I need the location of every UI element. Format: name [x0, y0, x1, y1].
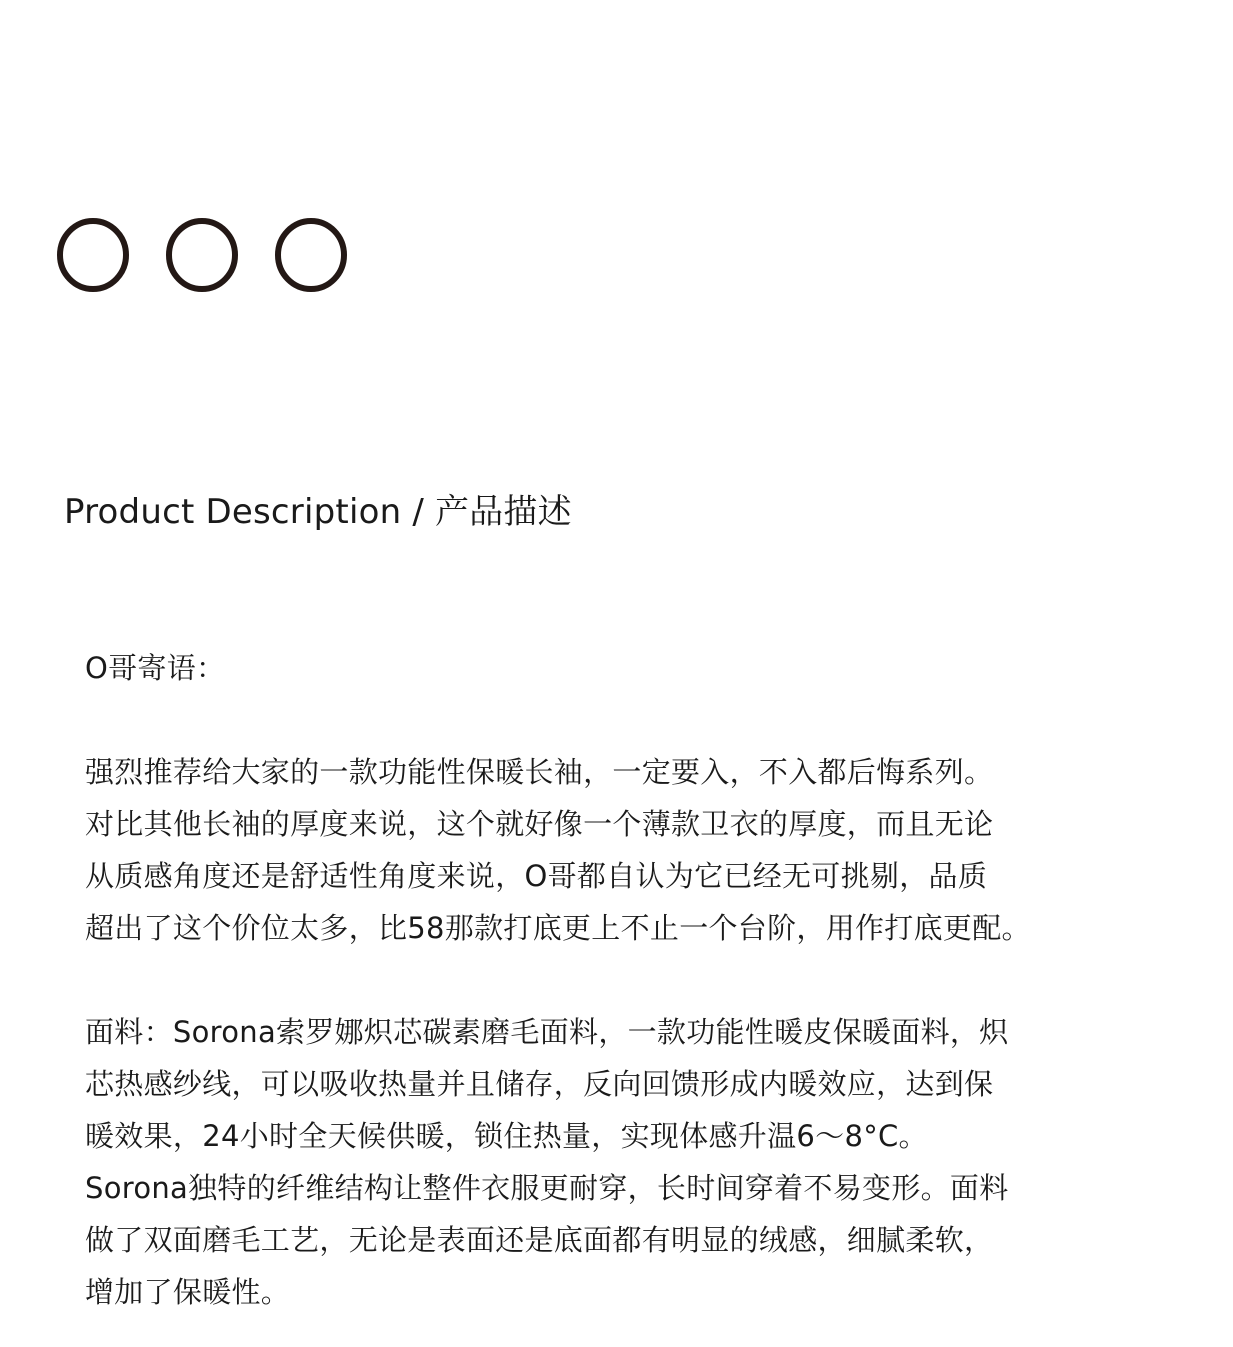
paragraph-line: 面料：Sorona索罗娜炽芯碳素磨毛面料，一款功能性暖皮保暖面料，炽: [85, 1015, 1009, 1049]
section-title: Product Description / 产品描述: [64, 492, 572, 532]
logo-circle-1: [60, 221, 126, 289]
paragraph-line: 增加了保暖性。: [85, 1275, 291, 1309]
paragraph-line: 暖效果，24小时全天候供暖，锁住热量，实现体感升温6～8°C。: [85, 1119, 928, 1153]
brand-logo: [56, 217, 356, 293]
paragraph-line: 做了双面磨毛工艺，无论是表面还是底面都有明显的绒感，细腻柔软，: [85, 1223, 994, 1257]
logo-circle-3: [278, 221, 344, 289]
description-body: [85, 642, 1205, 1318]
spacer: [85, 694, 1205, 746]
spacer: [85, 954, 1205, 1006]
ooo-logo-mark: [56, 217, 356, 293]
paragraph-line: Sorona独特的纤维结构让整件衣服更耐穿，长时间穿着不易变形。面料: [85, 1171, 1009, 1205]
paragraph-recommendation: [85, 746, 1205, 954]
paragraph-line: 从质感角度还是舒适性角度来说，O哥都自认为它已经无可挑剔，品质: [85, 859, 988, 893]
logo-circle-2: [169, 221, 235, 289]
paragraph-line: 超出了这个价位太多，比58那款打底更上不止一个台阶，用作打底更配。: [85, 911, 1031, 945]
paragraph-fabric: [85, 1006, 1205, 1318]
paragraph-line: 强烈推荐给大家的一款功能性保暖长袖，一定要入，不入都后悔系列。: [85, 755, 994, 789]
paragraph-line: 对比其他长袖的厚度来说，这个就好像一个薄款卫衣的厚度，而且无论: [85, 807, 994, 841]
paragraph-line: 芯热感纱线，可以吸收热量并且储存，反向回馈形成内暖效应，达到保: [85, 1067, 994, 1101]
greeting-heading: O哥寄语：: [85, 651, 226, 685]
